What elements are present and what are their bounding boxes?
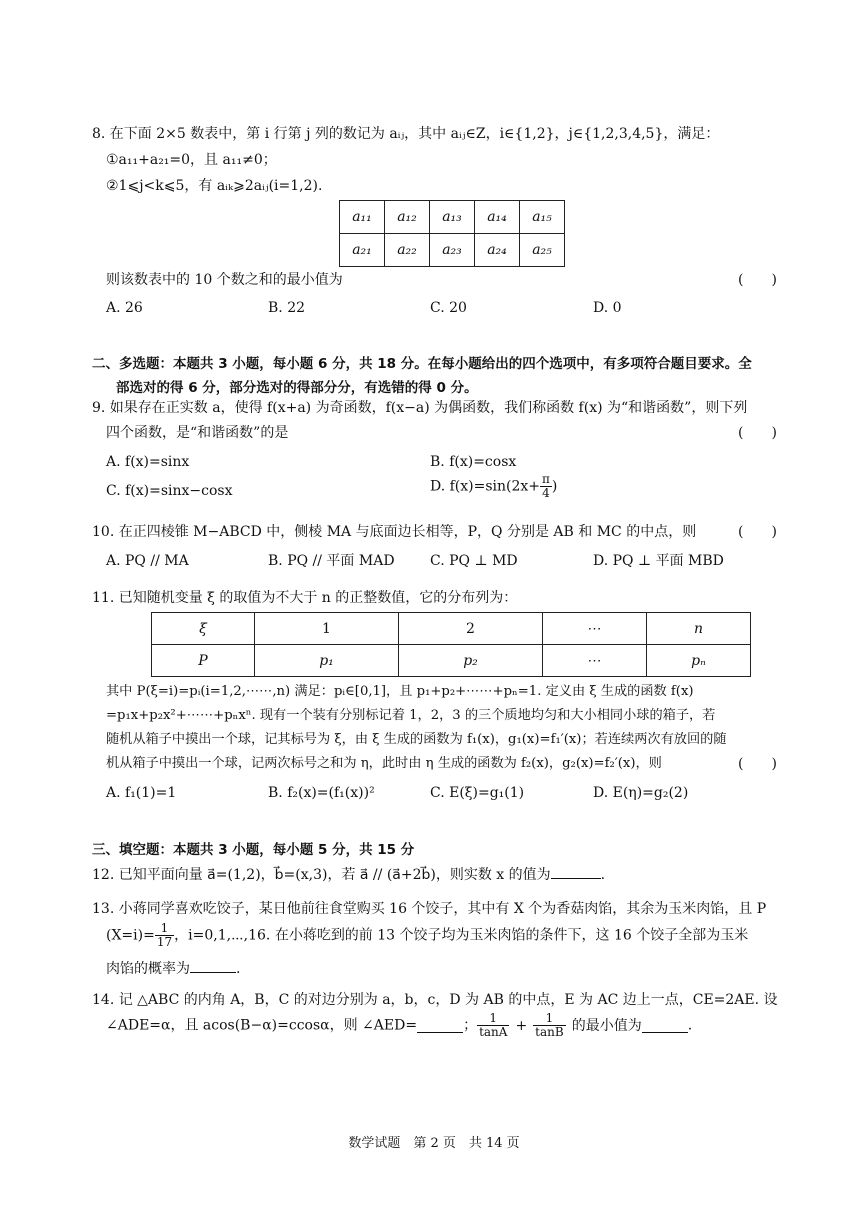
q8-condition-1: ①a₁₁+a₂₁=0，且 a₁₁≠0；	[106, 152, 277, 168]
table-cell: a₂₅	[520, 234, 565, 267]
table-cell: a₂₃	[430, 234, 475, 267]
answer-blank[interactable]	[417, 1018, 463, 1033]
table-cell: P	[152, 645, 255, 677]
table-cell: pₙ	[647, 645, 751, 677]
q13-stem: 13. 小蒋同学喜欢吃饺子，某日他前往食堂购买 16 个饺子，其中有 X 个为香菇肉馅，其余为玉米肉馅，且 P	[92, 901, 767, 917]
option-d-close: )	[551, 478, 558, 495]
table-cell: a₁₄	[475, 201, 520, 234]
table-cell: a₁₂	[385, 201, 430, 234]
q9-stem: 9. 如果存在正实数 a，使得 f(x+a) 为奇函数，f(x−a) 为偶函数，我们称函数 f(x) 为“和谐函数”，则下列	[92, 400, 748, 416]
q13-text-end: 肉馅的概率为	[106, 961, 190, 977]
option-d: D. E(η)=g₂(2)	[593, 785, 689, 801]
option-c: C. f(x)=sinx−cosx	[106, 483, 233, 499]
q13-line-3	[106, 958, 240, 979]
fraction-denominator: 17	[156, 935, 173, 949]
table-row	[340, 201, 565, 234]
q8-stem: 8. 在下面 2×5 数表中，第 i 行第 j 列的数记为 aᵢⱼ，其中 aᵢⱼ∈Z，i∈{1,2}，j∈{1,2,3,4,5}，满足：	[92, 126, 720, 142]
table-row	[152, 645, 751, 677]
q8-table	[339, 200, 565, 267]
answer-paren: ( )	[738, 524, 777, 540]
option-b: B. PQ // 平面 MAD	[268, 553, 395, 569]
answer-paren: ( )	[738, 756, 777, 772]
answer-blank[interactable]	[642, 1018, 688, 1033]
option-d	[430, 473, 557, 507]
option-a: A. PQ // MA	[106, 553, 189, 569]
q11-table	[151, 612, 751, 677]
q14-text-cont: 的最小值为	[571, 1017, 642, 1034]
table-cell: ξ	[152, 613, 255, 645]
q14-period: .	[687, 1017, 693, 1034]
table-cell: a₁₅	[520, 201, 565, 234]
fraction-numerator: 1	[155, 922, 174, 936]
fraction	[533, 1012, 566, 1039]
fraction	[540, 473, 552, 500]
q14-separator: ；	[463, 1017, 478, 1034]
table-cell: a₂₄	[475, 234, 520, 267]
section-3-title: 三、填空题：本题共 3 小题，每小题 5 分，共 15 分	[92, 842, 415, 858]
table-row	[152, 613, 751, 645]
section-2-title: 二、多选题：本题共 3 小题，每小题 6 分，共 18 分。在每小题给出的四个选项中，有多项符合题目要求。全	[92, 356, 752, 372]
answer-blank[interactable]	[551, 864, 601, 879]
option-b: B. f(x)=cosx	[430, 454, 517, 470]
table-cell: p₂	[399, 645, 543, 677]
q8-condition-2: ②1⩽j<k⩽5，有 aᵢₖ⩾2aᵢⱼ(i=1,2).	[106, 178, 323, 194]
fraction-denominator: tanB	[535, 1025, 564, 1039]
q11-text-2: =p₁x+p₂x²+⋯⋯+pₙxⁿ. 现有一个装有分别标记着 1，2，3 的三个质地均匀和大小相同小球的箱子，若	[106, 708, 716, 723]
table-cell: 2	[399, 613, 543, 645]
option-a: A. f(x)=sinx	[106, 454, 190, 470]
q13-line-2	[106, 922, 748, 958]
table-cell: a₂₁	[340, 234, 385, 267]
section-2-subtitle: 部选对的得 6 分，部分选对的得部分分，有选错的得 0 分。	[116, 380, 478, 396]
page-footer: 数学试题 第 2 页 共 14 页	[348, 1136, 520, 1151]
table-cell: ⋯	[543, 613, 647, 645]
q13-text-cont: ，i=0,1,⋯,16. 在小蒋吃到的前 13 个饺子均为玉米肉馅的条件下，这 16 个饺子全部为玉米	[174, 927, 749, 944]
table-cell: a₁₃	[430, 201, 475, 234]
table-cell: n	[647, 613, 751, 645]
option-d: D. PQ ⊥ 平面 MBD	[593, 553, 724, 569]
option-a: A. 26	[106, 300, 143, 316]
table-cell: p₁	[255, 645, 399, 677]
q11-text-1: 其中 P(ξ=i)=pᵢ(i=1,2,⋯⋯,n) 满足：pᵢ∈[0,1]，且 p₁+p₂+⋯⋯+pₙ=1. 定义由 ξ 生成的函数 f(x)	[106, 684, 694, 699]
fraction	[155, 922, 174, 949]
option-d-text: D. f(x)=sin(2x+	[430, 478, 541, 495]
q11-stem: 11. 已知随机变量 ξ 的取值为不大于 n 的正整数值，它的分布列为：	[92, 590, 518, 606]
answer-blank[interactable]	[190, 958, 236, 973]
q9-stem-2: 四个函数，是“和谐函数”的是	[106, 425, 289, 441]
plus-sign: +	[515, 1017, 528, 1034]
q14-stem: 14. 记 △ABC 的内角 A，B，C 的对边分别为 a，b，c，D 为 AB 的中点，E 为 AC 边上一点，CE=2AE. 设	[92, 992, 778, 1008]
option-c: C. E(ξ)=g₁(1)	[430, 785, 525, 801]
option-b: B. f₂(x)=(f₁(x))²	[268, 785, 375, 801]
answer-paren: ( )	[738, 272, 777, 288]
option-c: C. 20	[430, 300, 467, 316]
q11-text-3: 随机从箱子中摸出一个球，记其标号为 ξ，由 ξ 生成的函数为 f₁(x)，g₁(x)=f₁′(x)；若连续两次有放回的随	[106, 732, 727, 747]
q11-text-4: 机从箱子中摸出一个球，记两次标号之和为 η，此时由 η 生成的函数为 f₂(x)，g₂(x)=f₂′(x)，则	[106, 756, 662, 771]
table-row	[340, 234, 565, 267]
q12-end: .	[600, 867, 606, 883]
option-a: A. f₁(1)=1	[106, 785, 177, 801]
q12-text: 12. 已知平面向量 a⃗=(1,2)，b⃗=(x,3)，若 a⃗ // (a⃗+2b⃗)，则实数 x 的值为	[92, 867, 551, 883]
option-b: B. 22	[268, 300, 306, 316]
fraction-numerator: 1	[477, 1012, 509, 1026]
table-cell: ⋯	[543, 645, 647, 677]
table-cell: a₂₂	[385, 234, 430, 267]
q13-period: .	[236, 961, 241, 977]
fraction-denominator: tanA	[479, 1025, 508, 1039]
q10-stem: 10. 在正四棱锥 M−ABCD 中，侧棱 MA 与底面边长相等，P，Q 分别是 AB 和 MC 的中点，则	[92, 524, 697, 540]
q14-line-2	[106, 1012, 692, 1048]
fraction-numerator: 1	[533, 1012, 566, 1026]
q12-stem	[92, 864, 605, 885]
q13-text: (X=i)=	[106, 927, 155, 944]
table-cell: a₁₁	[340, 201, 385, 234]
option-c: C. PQ ⊥ MD	[430, 553, 518, 569]
fraction-numerator: π	[542, 472, 550, 486]
answer-paren: ( )	[738, 425, 777, 441]
q14-text: ∠ADE=α，且 acos(B−α)=ccosα，则 ∠AED=	[106, 1017, 418, 1034]
fraction	[477, 1012, 509, 1039]
option-d: D. 0	[593, 300, 622, 316]
q8-question: 则该数表中的 10 个数之和的最小值为	[106, 272, 343, 288]
fraction-denominator: 4	[542, 486, 550, 500]
table-cell: 1	[255, 613, 399, 645]
